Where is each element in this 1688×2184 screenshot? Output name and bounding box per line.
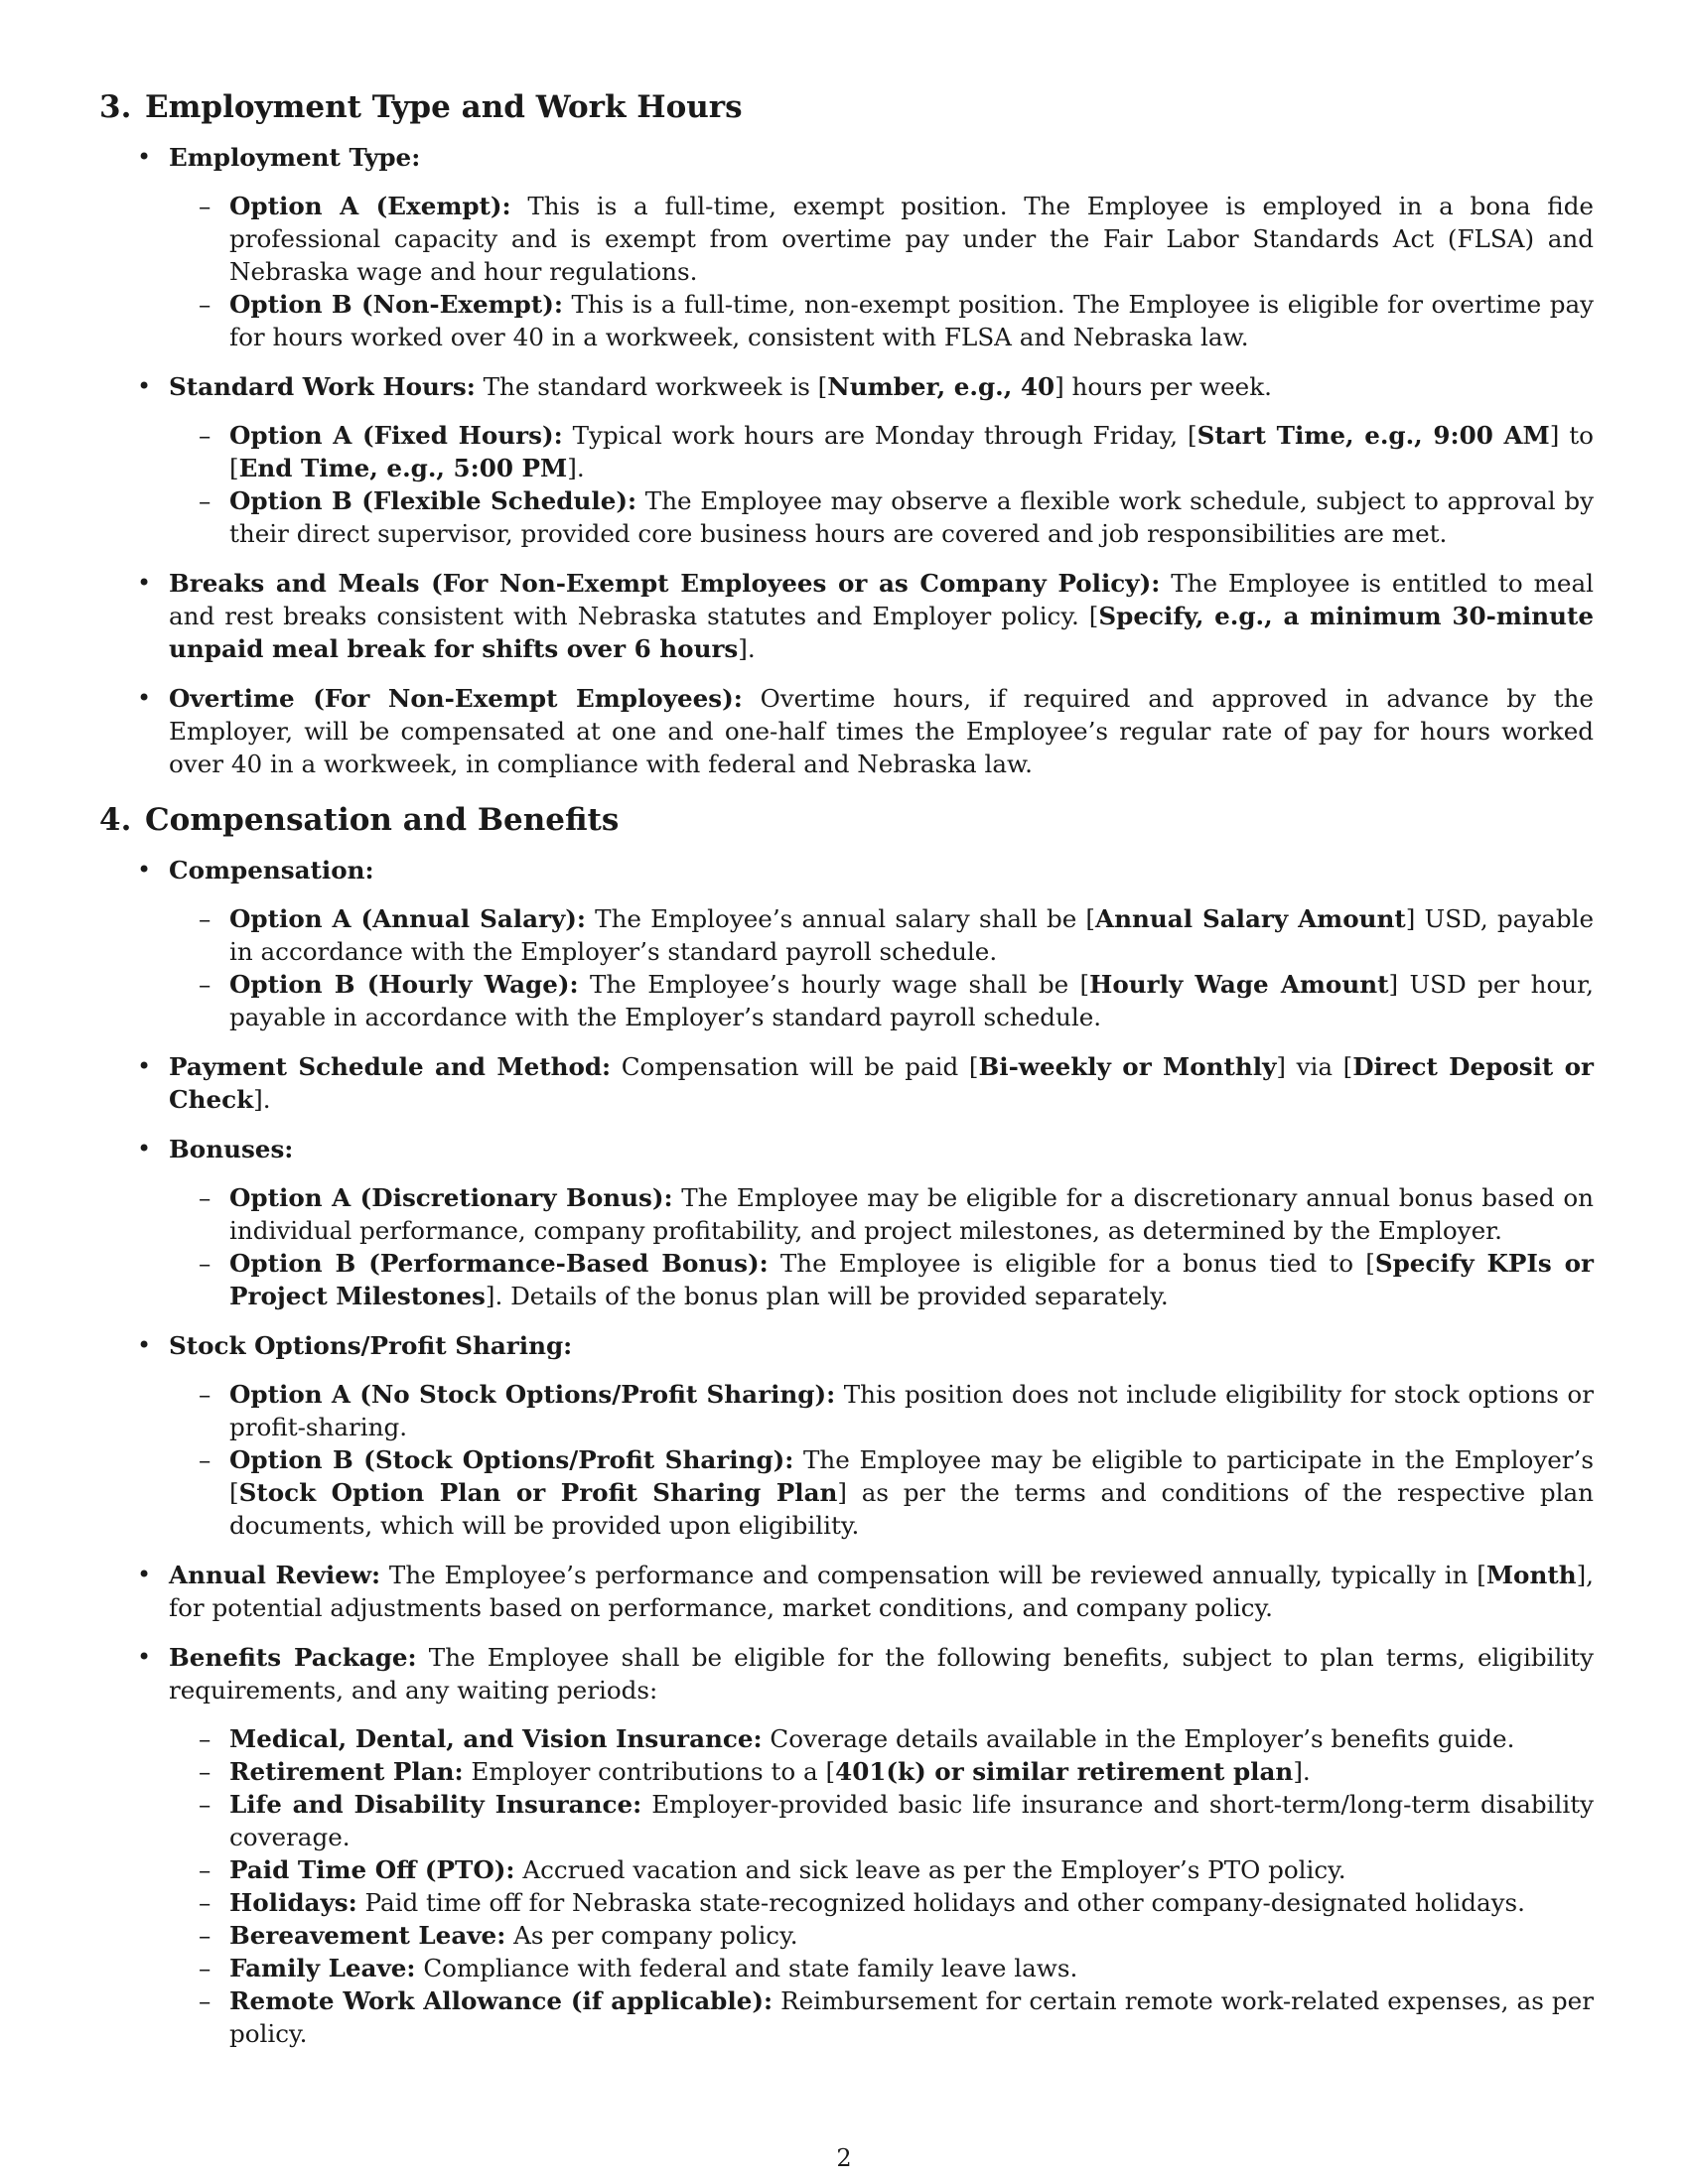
benefit-label: Paid Time Off (PTO):	[229, 1855, 515, 1884]
option-annual-salary	[169, 902, 1594, 968]
option-label: Option B (Stock Options/Profit Sharing):	[229, 1445, 794, 1474]
benefit-text: Coverage details available in the Employer’s benefits guide.	[762, 1724, 1515, 1753]
placeholder-field: End Time, e.g., 5:00 PM	[238, 454, 568, 482]
clause-bonuses	[99, 1133, 1594, 1312]
clause-label: Employment Type:	[169, 143, 421, 172]
clause-text: ].	[738, 634, 756, 663]
option-text: ] USD, payable in accordance with the Employer’s standard payroll schedule.	[229, 904, 1595, 966]
document-page	[99, 87, 1594, 2070]
benefit-text: As per company policy.	[505, 1921, 798, 1950]
option-label: Option B (Hourly Wage):	[229, 970, 579, 999]
section-heading	[99, 800, 1594, 840]
option-label: Option A (Annual Salary):	[229, 904, 587, 933]
clause-stock-options	[99, 1329, 1594, 1542]
option-flexible-schedule	[169, 484, 1594, 550]
benefit-label: Holidays:	[229, 1888, 357, 1917]
placeholder-field: Stock Option Plan or Profit Sharing Plan	[238, 1478, 838, 1507]
clause-label: Standard Work Hours:	[169, 372, 476, 401]
benefit-text: Accrued vacation and sick leave as per the Employer’s PTO policy.	[514, 1855, 1346, 1884]
clause-text: Overtime hours, if required and approved in advance by the Employer, will be compensated at one and one-half times the Employee’s regular rate of pay for hours worked over 40 in a workweek, in compliance with federal and Nebraska law.	[169, 684, 1594, 778]
clause-payment-schedule	[99, 1050, 1594, 1116]
placeholder-field: Annual Salary Amount	[1095, 904, 1406, 933]
benefit-text: ].	[1293, 1757, 1311, 1786]
benefit-medical	[169, 1722, 1594, 1755]
option-text: Typical work hours are Monday through Friday, [	[562, 421, 1197, 450]
benefit-text: Compliance with federal and state family leave laws.	[415, 1954, 1078, 1982]
benefit-label: Family Leave:	[229, 1954, 416, 1982]
section-number: 3.	[99, 89, 132, 125]
option-text: This is a full-time, non-exempt position. The Employee is eligible for overtime pay for hours worked over 40 in a workweek, consistent with FLSA and Nebraska law.	[229, 290, 1595, 351]
option-label: Option A (Fixed Hours):	[229, 421, 563, 450]
option-text: This position does not include eligibility for stock options or profit-sharing.	[229, 1380, 1594, 1441]
benefit-list	[169, 1722, 1594, 2050]
benefit-label: Bereavement Leave:	[229, 1921, 506, 1950]
placeholder-field: Direct Deposit or Check	[169, 1052, 1594, 1114]
option-label: Option A (Discretionary Bonus):	[229, 1183, 673, 1212]
clause-text: Compensation will be paid [	[611, 1052, 979, 1081]
benefit-label: Life and Disability Insurance:	[229, 1790, 642, 1819]
option-list	[169, 190, 1594, 353]
option-label: Option A (Exempt):	[229, 192, 511, 220]
option-text: This is a full-time, exempt position. The Employee is employed in a bona fide professional capacity and is exempt from overtime pay under the Fair Labor Standards Act (FLSA) and Nebraska wage and hour regulations.	[229, 192, 1594, 286]
option-text: The Employee’s hourly wage shall be [	[578, 970, 1090, 999]
benefit-holidays	[169, 1886, 1594, 1919]
option-text: The Employee is eligible for a bonus tied to [	[768, 1249, 1375, 1278]
option-list	[169, 1181, 1594, 1312]
option-non-exempt	[169, 288, 1594, 353]
section-number: 4.	[99, 802, 132, 838]
clause-annual-review	[99, 1559, 1594, 1624]
clause-standard-work-hours	[99, 370, 1594, 550]
option-performance-bonus	[169, 1247, 1594, 1312]
clause-text: ].	[253, 1085, 271, 1114]
option-text: ] as per the terms and conditions of the respective plan documents, which will be provided upon eligibility.	[229, 1478, 1595, 1540]
clause-breaks-and-meals	[99, 567, 1594, 665]
clause-text: The standard workweek is [	[475, 372, 828, 401]
placeholder-field: Month	[1485, 1561, 1577, 1589]
benefit-text: Reimbursement for certain remote work-related expenses, as per policy.	[229, 1986, 1594, 2048]
clause-benefits-package	[99, 1641, 1594, 2050]
option-fixed-hours	[169, 419, 1594, 484]
option-label: Option A (No Stock Options/Profit Sharing):	[229, 1380, 836, 1409]
benefit-text: Paid time off for Nebraska state-recognized holidays and other company-designated holidays.	[356, 1888, 1525, 1917]
placeholder-field: 401(k) or similar retirement plan	[835, 1757, 1294, 1786]
clause-label: Stock Options/Profit Sharing:	[169, 1331, 573, 1360]
section-4	[99, 800, 1594, 2050]
clause-overtime	[99, 682, 1594, 780]
option-text: ]. Details of the bonus plan will be provided separately.	[485, 1282, 1169, 1310]
clause-text: ], for potential adjustments based on performance, market conditions, and company policy.	[169, 1561, 1594, 1622]
benefit-family-leave	[169, 1952, 1594, 1984]
option-stock-options	[169, 1443, 1594, 1542]
benefit-text: Employer contributions to a [	[463, 1757, 836, 1786]
option-text: The Employee may be eligible for a discretionary annual bonus based on individual performance, company profitability, and project milestones, as determined by the Employer.	[229, 1183, 1595, 1245]
clause-label: Overtime (For Non-Exempt Employees):	[169, 684, 743, 713]
placeholder-field: Bi-weekly or Monthly	[978, 1052, 1277, 1081]
option-text: ] USD per hour, payable in accordance with the Employer’s standard payroll schedule.	[229, 970, 1594, 1031]
benefit-pto	[169, 1853, 1594, 1886]
clause-text: The Employee shall be eligible for the following benefits, subject to plan terms, eligibility requirements, and any waiting periods:	[169, 1643, 1594, 1705]
option-text: The Employee may observe a flexible work schedule, subject to approval by their direct supervisor, provided core business hours are covered and job responsibilities are met.	[229, 486, 1595, 548]
benefit-retirement	[169, 1755, 1594, 1788]
placeholder-field: Number, e.g., 40	[827, 372, 1055, 401]
section-heading	[99, 87, 1594, 127]
clause-label: Breaks and Meals (For Non-Exempt Employees or as Company Policy):	[169, 569, 1161, 598]
section-title: Compensation and Benefits	[145, 802, 620, 838]
option-label: Option B (Flexible Schedule):	[229, 486, 637, 515]
option-discretionary-bonus	[169, 1181, 1594, 1247]
option-text: The Employee’s annual salary shall be [	[586, 904, 1096, 933]
option-text: ].	[567, 454, 585, 482]
benefit-bereavement	[169, 1919, 1594, 1952]
benefit-remote-work	[169, 1984, 1594, 2050]
section-title: Employment Type and Work Hours	[145, 89, 743, 125]
option-list	[169, 419, 1594, 550]
option-list	[169, 1378, 1594, 1542]
option-list	[169, 902, 1594, 1033]
placeholder-field: Hourly Wage Amount	[1089, 970, 1389, 999]
placeholder-field: Specify KPIs or Project Milestones	[229, 1249, 1594, 1310]
option-exempt	[169, 190, 1594, 288]
clause-label: Benefits Package:	[169, 1643, 417, 1672]
option-text: ] to [	[229, 421, 1594, 482]
option-hourly-wage	[169, 968, 1594, 1033]
placeholder-field: Specify, e.g., a minimum 30-minute unpaid meal break for shifts over 6 hours	[169, 602, 1594, 663]
clause-list	[99, 141, 1594, 780]
clause-text: ] hours per week.	[1055, 372, 1272, 401]
section-3	[99, 87, 1594, 780]
clause-label: Annual Review:	[169, 1561, 381, 1589]
clause-label: Bonuses:	[169, 1135, 294, 1163]
clause-text: The Employee is entitled to meal and rest breaks consistent with Nebraska statutes and Employer policy. [	[169, 569, 1594, 630]
clause-label: Payment Schedule and Method:	[169, 1052, 612, 1081]
option-text: The Employee may be eligible to participate in the Employer’s [	[229, 1445, 1594, 1507]
clause-text: The Employee’s performance and compensation will be reviewed annually, typically in [	[380, 1561, 1486, 1589]
benefit-label: Retirement Plan:	[229, 1757, 464, 1786]
benefit-label: Medical, Dental, and Vision Insurance:	[229, 1724, 763, 1753]
option-no-stock-options	[169, 1378, 1594, 1443]
clause-text: ] via [	[1276, 1052, 1353, 1081]
clause-label: Compensation:	[169, 856, 374, 885]
placeholder-field: Start Time, e.g., 9:00 AM	[1196, 421, 1550, 450]
benefit-life-disability	[169, 1788, 1594, 1853]
clause-compensation	[99, 854, 1594, 1033]
benefit-text: Employer-provided basic life insurance and short-term/long-term disability coverage.	[229, 1790, 1594, 1851]
option-label: Option B (Performance-Based Bonus):	[229, 1249, 769, 1278]
clause-list	[99, 854, 1594, 2050]
option-label: Option B (Non-Exempt):	[229, 290, 563, 319]
benefit-label: Remote Work Allowance (if applicable):	[229, 1986, 774, 2015]
clause-employment-type	[99, 141, 1594, 353]
page-number: 2	[836, 2144, 852, 2172]
